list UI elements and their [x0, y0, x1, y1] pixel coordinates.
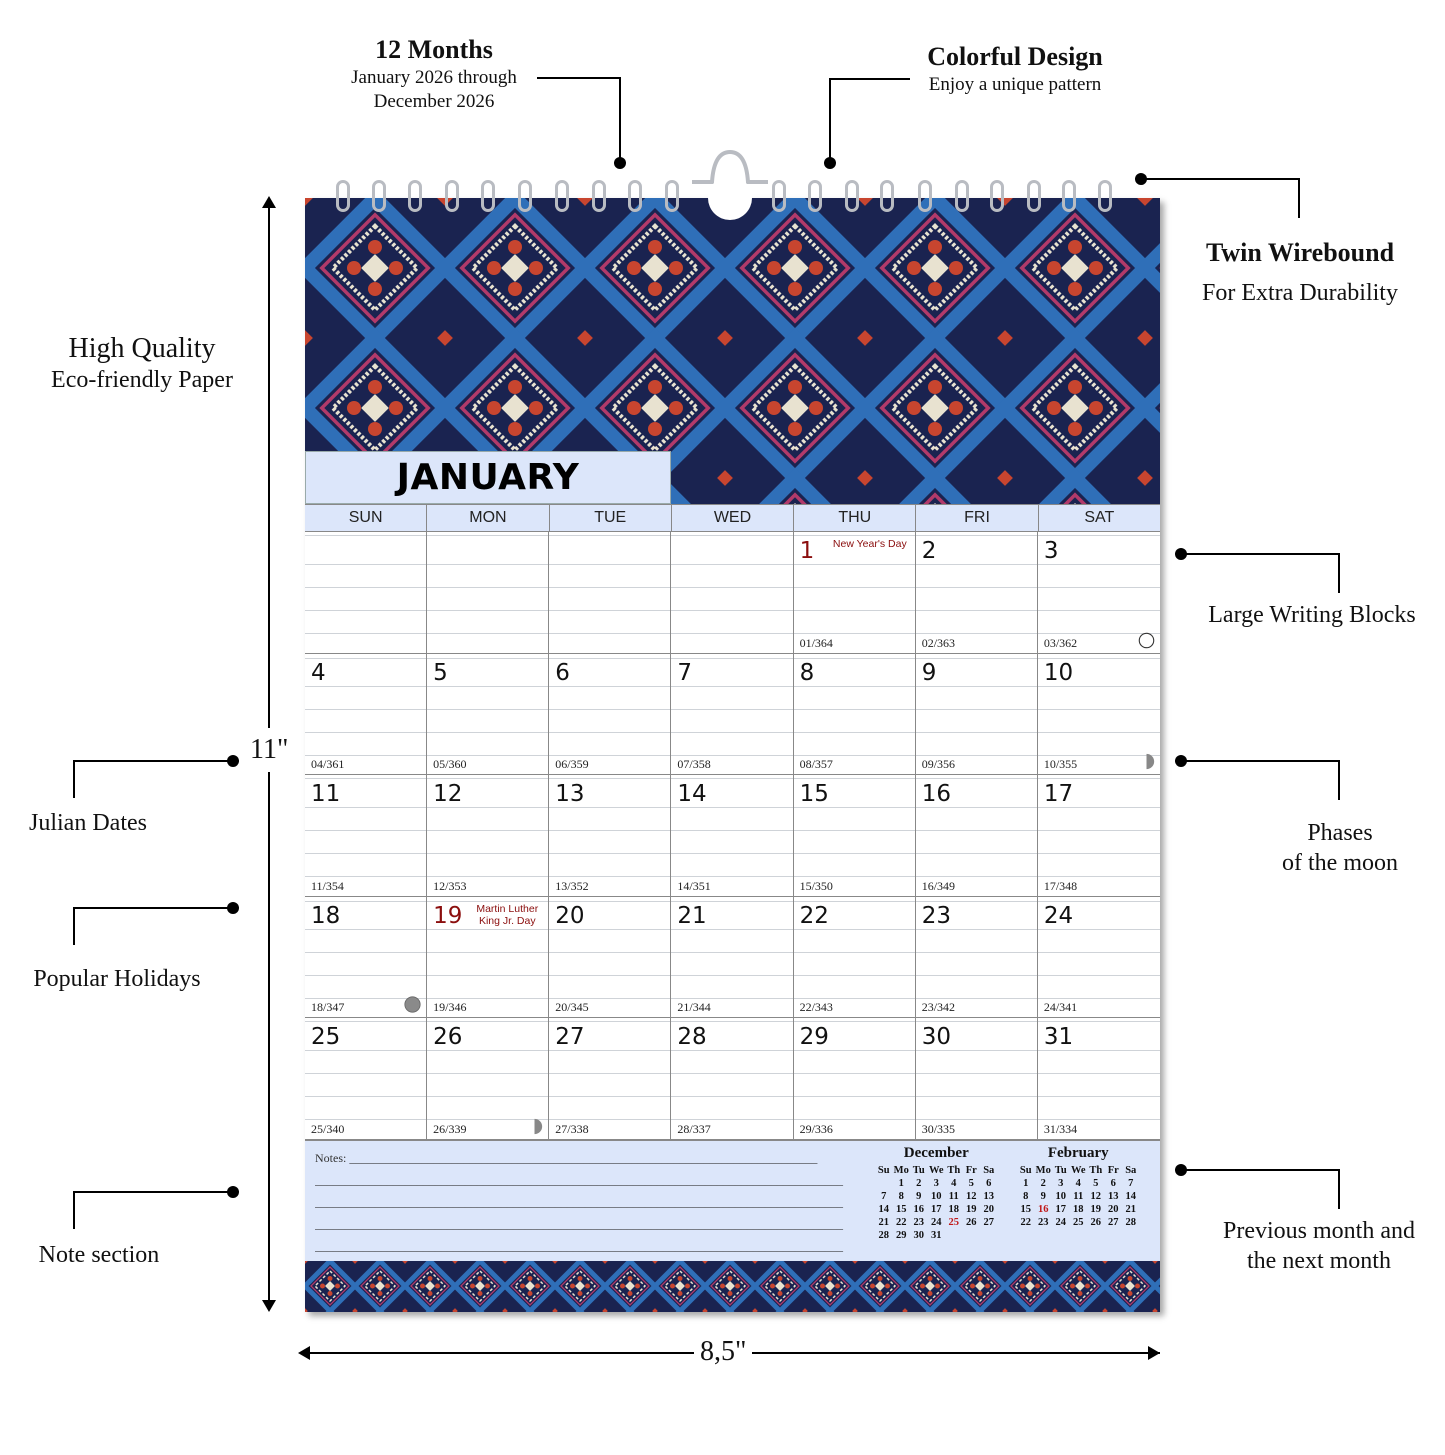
mini-weekday: Tu: [912, 1165, 925, 1176]
mini-day: 24: [931, 1217, 942, 1228]
mini-weekday: We: [928, 1165, 944, 1176]
callout-notes: Note section: [38, 1242, 160, 1268]
day-cell-18[interactable]: [305, 897, 427, 1019]
weekday-header-tue: TUE: [550, 505, 672, 531]
julian-date: 06/359: [555, 757, 589, 772]
month-title: JANUARY: [396, 457, 580, 498]
binding-ring: [592, 180, 606, 212]
mini-weekday: Th: [1089, 1165, 1103, 1176]
mini-day: 8: [1023, 1191, 1029, 1202]
leader-dot: [614, 157, 626, 169]
day-cell-11[interactable]: [305, 775, 427, 897]
mini-day: 11: [948, 1191, 959, 1202]
mini-day: 14: [878, 1204, 889, 1215]
day-cell-7[interactable]: [671, 654, 793, 776]
julian-date: 07/358: [677, 757, 711, 772]
julian-date: 28/337: [677, 1121, 711, 1136]
mini-next-title: February: [1047, 1145, 1109, 1161]
mini-day: 17: [931, 1204, 942, 1215]
julian-date: 21/344: [677, 1000, 711, 1015]
mini-day: 13: [1108, 1191, 1119, 1202]
mini-day: 27: [1108, 1217, 1119, 1228]
hanger-hook-icon: [690, 146, 770, 226]
julian-date: 29/336: [799, 1121, 833, 1136]
callout-months-line2: December 2026: [373, 91, 495, 112]
leader-line: [619, 77, 621, 163]
day-number: 7: [677, 659, 693, 686]
holiday-label: New Year's Day: [832, 538, 907, 550]
mini-day: 24: [1055, 1217, 1066, 1228]
day-number: 14: [677, 781, 707, 808]
weekday-header-mon: MON: [427, 505, 549, 531]
notes-line[interactable]: ________________________________________________________________________________________: [315, 1239, 843, 1253]
mini-day: 16: [1038, 1204, 1049, 1215]
mini-weekday: Mo: [893, 1165, 909, 1176]
mini-day: 1: [898, 1178, 904, 1189]
callout-holidays: Popular Holidays: [33, 966, 201, 992]
binding-ring: [665, 180, 679, 212]
moon-first-quarter-icon: [526, 1118, 543, 1135]
weekday-header-thu: THU: [794, 505, 916, 531]
mini-day: 10: [1055, 1191, 1066, 1202]
day-cell-5[interactable]: [427, 654, 549, 776]
mini-weekday: Fr: [1107, 1165, 1119, 1176]
leader-line: [74, 907, 230, 909]
arrow-up-icon: [262, 196, 276, 208]
julian-date: 16/349: [921, 878, 956, 893]
julian-date: 13/352: [555, 878, 589, 893]
day-number: 26: [433, 1024, 463, 1051]
binding-ring: [628, 180, 642, 212]
mini-weekday: Th: [947, 1165, 961, 1176]
decorative-pattern-bottom: [305, 1261, 1160, 1312]
day-number: 11: [311, 781, 341, 808]
day-cell-28[interactable]: [671, 1018, 793, 1140]
binding-ring: [880, 180, 894, 212]
day-number: 17: [1043, 781, 1074, 808]
callout-julian: Julian Dates: [29, 810, 147, 836]
leader-line: [73, 760, 75, 798]
day-cell-31[interactable]: [1038, 1018, 1160, 1140]
binding-ring: [445, 180, 459, 212]
mini-day: 14: [1125, 1191, 1136, 1202]
julian-date: 09/356: [921, 757, 956, 772]
mini-day: 30: [913, 1230, 924, 1241]
leader-line: [1140, 178, 1300, 180]
mini-weekday: Mo: [1035, 1165, 1051, 1176]
day-cell-25[interactable]: [305, 1018, 427, 1140]
mini-calendar-previous-month: [875, 1145, 998, 1242]
callout-paper-sub: Eco-friendly Paper: [51, 367, 233, 393]
julian-date: 14/351: [677, 878, 711, 893]
mini-day: 9: [1040, 1191, 1046, 1202]
callout-wire-sub: For Extra Durability: [1202, 280, 1398, 306]
julian-date: 23/342: [921, 1000, 956, 1015]
julian-date: 08/357: [799, 757, 833, 772]
day-number: 21: [677, 902, 707, 929]
mini-weekday: Fr: [965, 1165, 977, 1176]
mini-day: 6: [986, 1178, 992, 1189]
mini-day: 9: [916, 1191, 922, 1202]
day-cell-13[interactable]: [549, 775, 671, 897]
arrow-down-icon: [262, 1300, 276, 1312]
moon-last-quarter-icon: [1138, 753, 1155, 770]
julian-date: 25/340: [311, 1121, 345, 1136]
mini-day: 3: [933, 1178, 939, 1189]
day-cell-30[interactable]: [916, 1018, 1038, 1140]
day-cell-10[interactable]: [1038, 654, 1160, 776]
mini-day: 8: [898, 1191, 904, 1202]
mini-weekday: Sa: [1125, 1165, 1137, 1176]
mini-prev-title: December: [903, 1145, 969, 1161]
holiday-label: Martin Luther King Jr. Day: [474, 903, 540, 927]
leader-line: [1338, 553, 1340, 593]
mini-day: 22: [896, 1217, 907, 1228]
day-cell-1[interactable]: [794, 532, 916, 654]
julian-date: 11/354: [311, 878, 344, 893]
mini-day: 17: [1055, 1204, 1066, 1215]
day-number: 5: [433, 659, 448, 686]
mini-day: 4: [951, 1178, 957, 1189]
mini-weekday: Tu: [1054, 1165, 1067, 1176]
mini-day: 18: [1073, 1204, 1084, 1215]
binding-ring: [1098, 180, 1112, 212]
day-cell-4[interactable]: [305, 654, 427, 776]
mini-day: 27: [983, 1217, 994, 1228]
callout-prevnext-line2: the next month: [1247, 1248, 1391, 1274]
day-number: 30: [921, 1024, 951, 1051]
binding-ring: [955, 180, 969, 212]
mini-day: 2: [1040, 1178, 1046, 1189]
mini-day: 21: [878, 1217, 889, 1228]
mini-day: 25: [948, 1217, 959, 1228]
leader-line: [1338, 760, 1340, 800]
empty-day-cell[interactable]: [305, 532, 427, 654]
leader-line: [829, 78, 831, 162]
mini-day: 5: [1093, 1178, 1099, 1189]
day-cell-6[interactable]: [549, 654, 671, 776]
day-cell-12[interactable]: [427, 775, 549, 897]
day-number: 3: [1043, 538, 1059, 564]
mini-day: 19: [1090, 1204, 1101, 1215]
mini-day: 25: [1073, 1217, 1084, 1228]
empty-day-cell[interactable]: [671, 532, 793, 654]
mini-day: 20: [983, 1204, 994, 1215]
leader-line: [1298, 178, 1300, 218]
binding-ring: [481, 180, 495, 212]
julian-date: 31/334: [1043, 1121, 1078, 1136]
day-cell-16[interactable]: [916, 775, 1038, 897]
julian-date: 10/355: [1043, 757, 1078, 772]
callout-moon-line1: Phases: [1307, 820, 1373, 846]
day-cell-23[interactable]: [916, 897, 1038, 1019]
mini-day: 12: [1090, 1191, 1101, 1202]
day-cell-29[interactable]: [794, 1018, 916, 1140]
mini-day: 15: [1020, 1204, 1031, 1215]
day-cell-3[interactable]: [1038, 532, 1160, 654]
mini-weekday: Su: [877, 1165, 890, 1176]
julian-date: 15/350: [799, 878, 833, 893]
day-number: 28: [677, 1024, 707, 1051]
mini-day: 13: [983, 1191, 994, 1202]
day-number: 19: [433, 902, 463, 929]
day-number: 29: [799, 1024, 829, 1051]
day-cell-15[interactable]: [794, 775, 916, 897]
callout-blocks: Large Writing Blocks: [1208, 602, 1416, 628]
binding-ring: [336, 180, 350, 212]
callout-design-title: Colorful Design: [927, 42, 1103, 71]
arrow-left-icon: [298, 1346, 310, 1360]
day-number: 27: [555, 1024, 585, 1051]
leader-line: [74, 1191, 230, 1193]
mini-day: [875, 1177, 893, 1190]
mini-day: 4: [1075, 1178, 1081, 1189]
month-title-box: [305, 451, 671, 504]
binding-ring: [372, 180, 386, 212]
mini-day: 7: [1128, 1178, 1134, 1189]
julian-date: 24/341: [1043, 1000, 1078, 1015]
weekday-header-row: [305, 504, 1160, 532]
julian-date: 20/345: [555, 1000, 589, 1015]
mini-weekday: Sa: [983, 1165, 995, 1176]
day-cell-9[interactable]: [916, 654, 1038, 776]
mini-day: 29: [896, 1230, 907, 1241]
binding-ring: [845, 180, 859, 212]
leader-line: [1180, 553, 1340, 555]
leader-line: [1180, 760, 1340, 762]
day-number: 9: [921, 659, 937, 686]
day-number: 13: [555, 781, 585, 808]
mini-day: 26: [966, 1217, 977, 1228]
callout-moon-line2: of the moon: [1282, 850, 1398, 876]
moon-new-icon: [404, 996, 421, 1013]
binding-ring: [772, 180, 786, 212]
mini-day: 23: [913, 1217, 924, 1228]
weekday-header-sat: SAT: [1084, 509, 1115, 526]
notes-line[interactable]: ________________________________________________________________________________________: [315, 1217, 843, 1231]
mini-day: 22: [1020, 1217, 1031, 1228]
julian-date: 26/339: [433, 1121, 467, 1136]
weekday-header-wed: WED: [672, 505, 794, 531]
julian-date: 19/346: [433, 1000, 467, 1015]
notes-line[interactable]: ________________________________________________________________________________________: [315, 1173, 843, 1187]
day-cell-17[interactable]: [1038, 775, 1160, 897]
mini-day: [980, 1229, 998, 1242]
julian-date: 05/360: [433, 757, 467, 772]
mini-day: 18: [948, 1204, 959, 1215]
callout-months-line1: January 2026 through: [351, 67, 517, 88]
callout-paper-title: High Quality: [68, 333, 216, 364]
day-number: 6: [555, 659, 570, 686]
julian-date: 02/363: [921, 635, 956, 650]
day-number: 1: [799, 538, 815, 564]
mini-day: 19: [966, 1204, 977, 1215]
callout-wire-title: Twin Wirebound: [1205, 238, 1395, 267]
mini-day: 15: [896, 1204, 907, 1215]
day-cell-2[interactable]: [916, 532, 1038, 654]
notes-line[interactable]: ________________________________________________________________________________________: [315, 1195, 843, 1209]
notes-label-line[interactable]: Notes: ______________________________________________________________________________: [315, 1151, 818, 1165]
mini-day: 16: [913, 1204, 924, 1215]
binding-ring: [518, 180, 532, 212]
binding-ring: [1027, 180, 1041, 212]
binding-ring: [918, 180, 932, 212]
day-number: 15: [799, 781, 829, 808]
weekday-header-fri: FRI: [916, 505, 1038, 531]
mini-day: 23: [1038, 1217, 1049, 1228]
julian-date: 17/348: [1043, 878, 1078, 893]
binding-ring: [1062, 180, 1076, 212]
day-cell-19[interactable]: [427, 897, 549, 1019]
wall-calendar: [305, 198, 1160, 1312]
mini-day: 28: [1125, 1217, 1136, 1228]
calendar-grid: [305, 532, 1160, 1140]
mini-day: 11: [1073, 1191, 1084, 1202]
mini-day: 6: [1110, 1178, 1116, 1189]
height-label: 11": [250, 728, 288, 772]
mini-day: 21: [1125, 1204, 1136, 1215]
julian-date: 30/335: [921, 1121, 956, 1136]
mini-day: 20: [1108, 1204, 1119, 1215]
julian-date: 12/353: [433, 878, 467, 893]
leader-line: [1338, 1169, 1340, 1209]
callout-design-sub: Enjoy a unique pattern: [928, 74, 1102, 95]
leader-dot: [824, 157, 836, 169]
day-cell-20[interactable]: [549, 897, 671, 1019]
mini-day: 26: [1090, 1217, 1101, 1228]
moon-full-icon: [1138, 632, 1155, 649]
day-number: 12: [433, 781, 463, 808]
day-cell-8[interactable]: [794, 654, 916, 776]
callout-months-title: 12 Months: [375, 35, 493, 64]
mini-day: 1: [1023, 1178, 1029, 1189]
weekday-header-sun: SUN: [305, 505, 427, 531]
mini-day: 7: [881, 1191, 887, 1202]
day-cell-27[interactable]: [549, 1018, 671, 1140]
mini-weekday: We: [1070, 1165, 1086, 1176]
empty-day-cell[interactable]: [427, 532, 549, 654]
day-number: 4: [311, 659, 326, 686]
day-number: 31: [1043, 1024, 1074, 1051]
julian-date: 01/364: [799, 635, 833, 650]
mini-day: 2: [916, 1178, 922, 1189]
day-number: 24: [1043, 902, 1074, 929]
day-number: 16: [921, 781, 951, 808]
leader-line: [830, 78, 910, 80]
julian-date: 18/347: [311, 1000, 345, 1015]
day-number: 2: [921, 538, 937, 564]
mini-day: 10: [931, 1191, 942, 1202]
mini-calendar-next-month: [1017, 1145, 1140, 1229]
mini-day: 28: [878, 1230, 889, 1241]
notes-section: [305, 1140, 1160, 1261]
binding-ring: [990, 180, 1004, 212]
width-label: 8,5": [694, 1336, 752, 1368]
leader-line: [73, 1191, 75, 1229]
day-cell-14[interactable]: [671, 775, 793, 897]
leader-line: [74, 760, 230, 762]
leader-line: [73, 907, 75, 945]
day-number: 8: [799, 659, 815, 686]
mini-weekday: Su: [1019, 1165, 1032, 1176]
binding-ring: [808, 180, 822, 212]
day-number: 22: [799, 902, 829, 929]
binding-ring: [408, 180, 422, 212]
day-cell-21[interactable]: [671, 897, 793, 1019]
empty-day-cell[interactable]: [549, 532, 671, 654]
day-number: 25: [311, 1024, 341, 1051]
day-number: 10: [1043, 659, 1074, 686]
binding-ring: [555, 180, 569, 212]
julian-date: 04/361: [311, 757, 345, 772]
mini-day: 3: [1058, 1178, 1064, 1189]
day-cell-26[interactable]: [427, 1018, 549, 1140]
julian-date: 27/338: [555, 1121, 589, 1136]
julian-date: 22/343: [799, 1000, 833, 1015]
julian-date: 03/362: [1043, 635, 1078, 650]
leader-line: [1180, 1169, 1340, 1171]
day-cell-22[interactable]: [794, 897, 916, 1019]
day-number: 18: [311, 902, 341, 929]
mini-day: 31: [931, 1230, 942, 1241]
mini-day: 5: [968, 1178, 974, 1189]
arrow-right-icon: [1148, 1346, 1160, 1360]
day-number: 23: [921, 902, 951, 929]
callout-prevnext-line1: Previous month and: [1223, 1218, 1415, 1244]
day-number: 20: [555, 902, 585, 929]
day-cell-24[interactable]: [1038, 897, 1160, 1019]
leader-line: [537, 77, 621, 79]
notes-label: Notes:: [315, 1151, 347, 1165]
mini-day: 12: [966, 1191, 977, 1202]
mini-day: [945, 1229, 963, 1242]
mini-day: [963, 1229, 981, 1242]
